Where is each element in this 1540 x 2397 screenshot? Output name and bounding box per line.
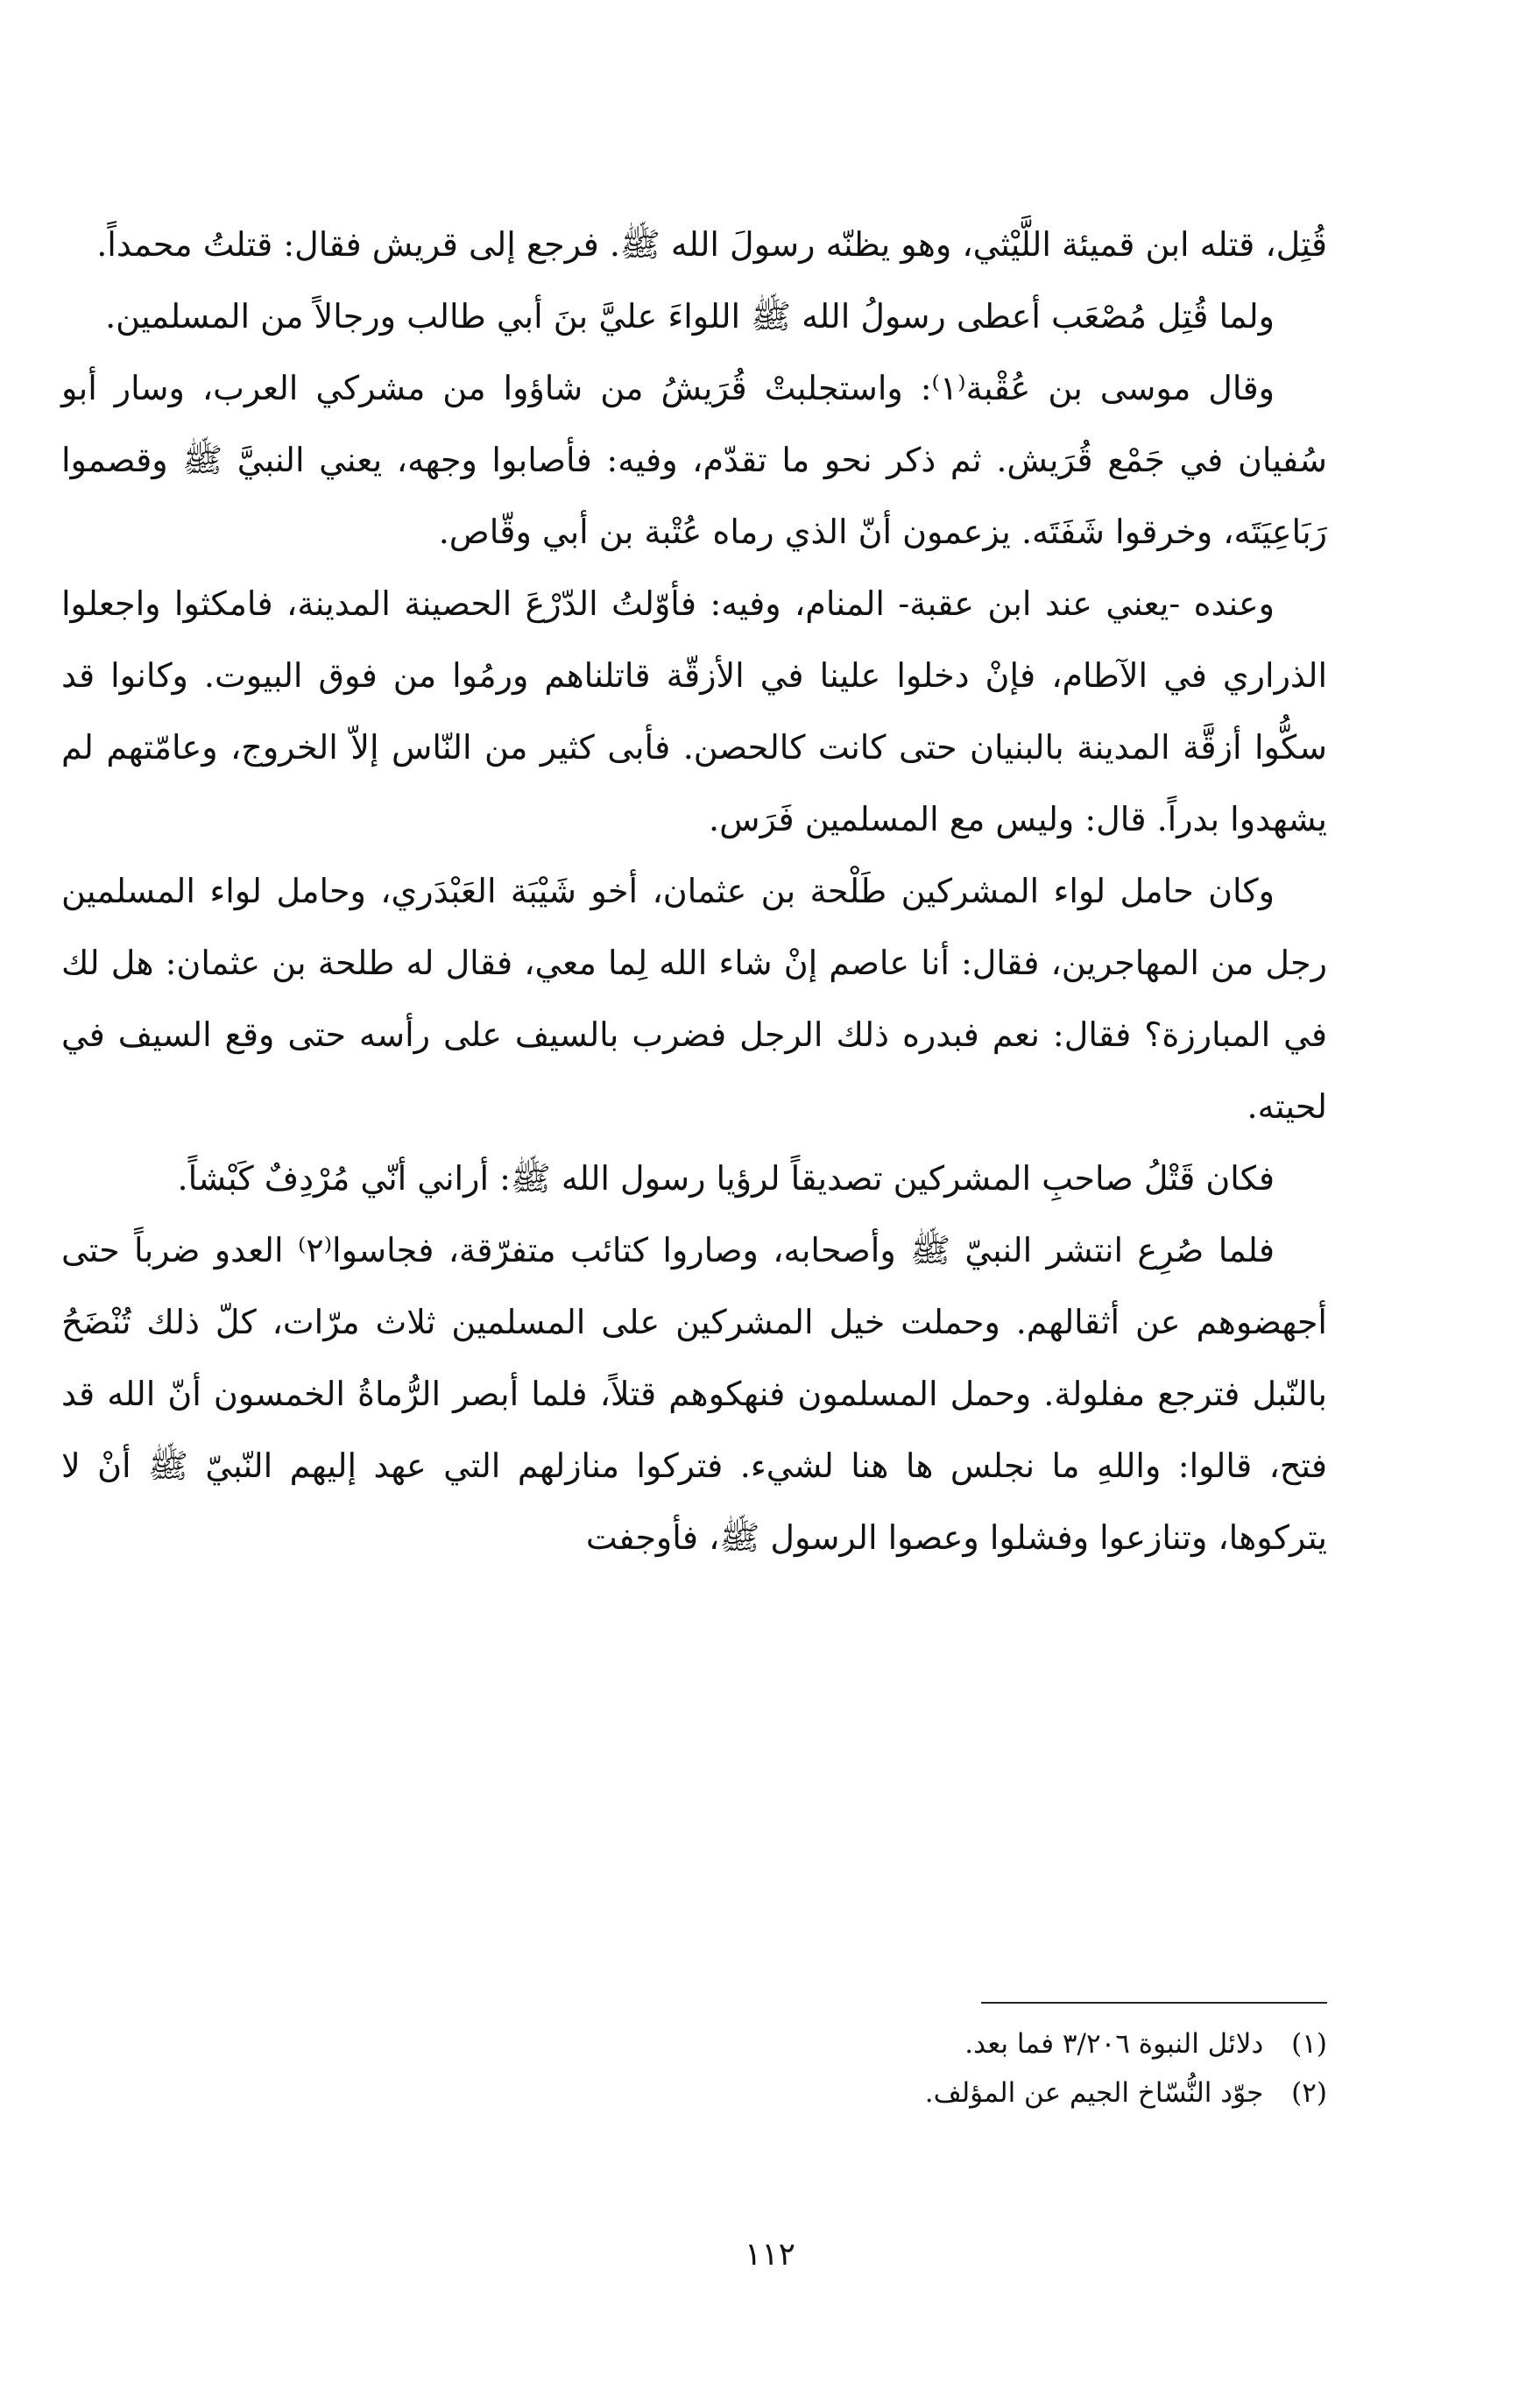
paragraph-4: وعنده -يعني عند ابن عقبة- المنام، وفيه: فأوّلتُ الدّرْعَ الحصينة المدينة، فامكثوا واجعلوا الذراري في الآطام، فإنْ دخلوا علينا في الأزقّة قاتلناهم ورمُوا من فوق البيوت. وكانوا قد سكُّوا أزقَّة المدينة بالبنيان حتى كانت كالحصن. فأبى كثير من النّاس إلاّ الخروج، وعامّتهم لم يشهدوا بدراً. قال: وليس مع المسلمين فَرَس.	[61, 584, 1327, 838]
footnote-divider	[981, 2002, 1327, 2004]
page-body	[61, 209, 1327, 1573]
paragraph-1: قُتِل، قتله ابن قميئة اللَّيْثي، وهو يظنّه رسولَ الله ﷺ. فرجع إلى قريش فقال: قتلتُ محمداً.	[96, 225, 1327, 264]
paragraph-5: وكان حامل لواء المشركين طَلْحة بن عثمان، أخو شَيْبَة العَبْدَري، وحامل لواء المسلمين رجل من المهاجرين، فقال: أنا عاصم إنْ شاء الله لِما معي، فقال له طلحة بن عثمان: هل لك في المبارزة؟ فقال: نعم فبدره ذلك الرجل فضرب بالسيف على رأسه حتى وقع السيف في لحيته.	[61, 872, 1327, 1126]
footnote-1-text: دلائل النبوة ٣/٢٠٦ فما بعد.	[964, 2028, 1264, 2060]
footnote-1	[61, 2019, 1327, 2068]
paragraph-3: وقال موسى بن عُقْبة⁽١⁾: واستجلبتْ قُرَيشُ من شاؤوا من مشركي العرب، وسار أبو سُفيان في جَمْع قُرَيش. ثم ذكر نحو ما تقدّم، وفيه: فأصابوا وجهه، يعني النبيَّ ﷺ وقصموا رَبَاعِيَتَه، وخرقوا شَفَتَه. يزعمون أنّ الذي رماه عُتْبة بن أبي وقّاص.	[61, 369, 1327, 551]
page-number: ١١٢	[744, 2237, 795, 2273]
paragraph-6: فكان قَتْلُ صاحبِ المشركين تصديقاً لرؤيا رسول الله ﷺ: أراني أنّي مُرْدِفٌ كَبْشاً.	[177, 1159, 1275, 1198]
footnote-1-number: (١)	[1291, 2028, 1327, 2060]
footnote-list	[61, 2019, 1327, 2118]
paragraph-2: ولما قُتِل مُصْعَب أعطى رسولُ الله ﷺ اللواءَ عليَّ بنَ أبي طالب ورجالاً من المسلمين.	[105, 297, 1275, 336]
paragraph-7: فلما صُرِع انتشر النبيّ ﷺ وأصحابه، وصاروا كتائب متفرّقة، فجاسوا⁽٢⁾ العدو ضرباً حتى أجهضوهم عن أثقالهم. وحملت خيل المشركين على المسلمين ثلاث مرّات، كلّ ذلك تُنْضَحُ بالنّبل فترجع مفلولة. وحمل المسلمون فنهكوهم قتلاً، فلما أبصر الرُّماةُ الخمسون أنّ الله قد فتح، قالوا: واللهِ ما نجلس ها هنا لشيء. فتركوا منازلهم التي عهد إليهم النّبيّ ﷺ أنْ لا يتركوها، وتنازعوا وفشلوا وعصوا الرسول ﷺ، فأوجفت	[61, 1231, 1327, 1557]
footnote-2-text: جوّد النُّسّاخ الجيم عن المؤلف.	[924, 2077, 1264, 2109]
footnote-2	[61, 2068, 1327, 2118]
footnote-2-number: (٢)	[1291, 2077, 1327, 2109]
